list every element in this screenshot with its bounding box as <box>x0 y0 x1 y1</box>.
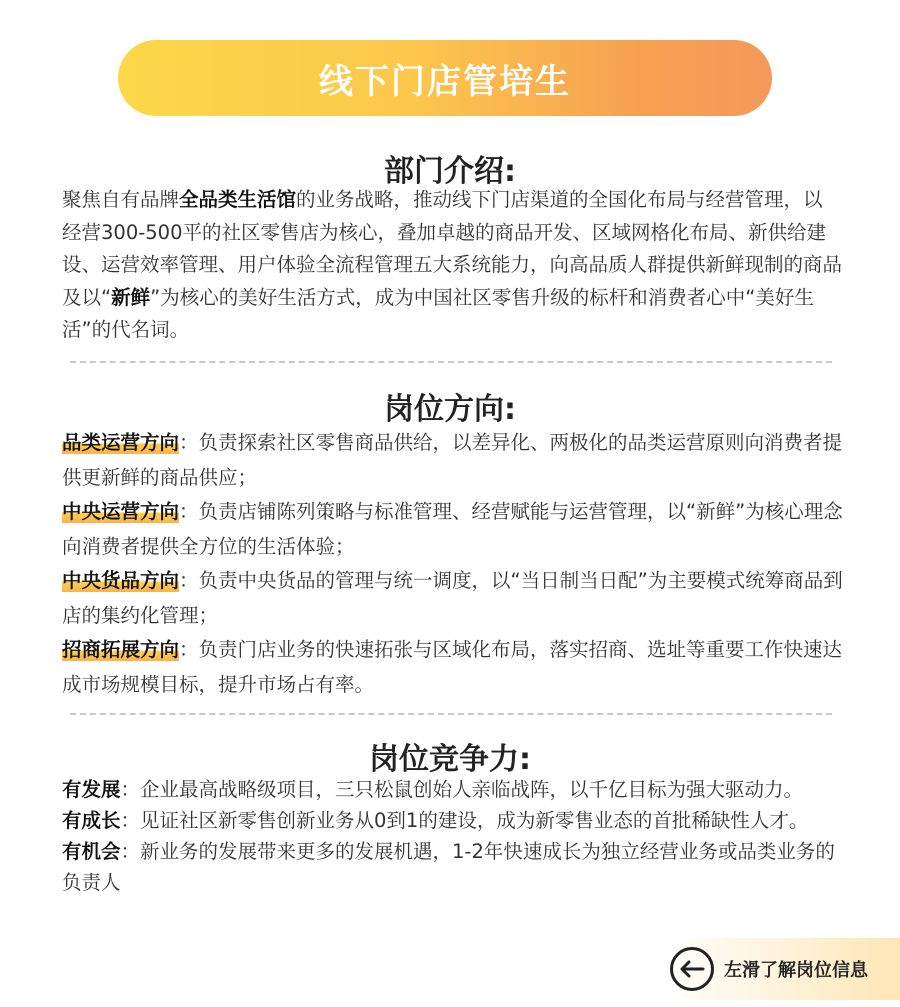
competitiveness-heading: 岗位竞争力: <box>369 742 531 777</box>
competitiveness-label: 有成长 <box>62 809 121 832</box>
direction-item: 品类运营方向：负责探索社区零售商品供给，以差异化、两极化的品类运营原则向消费者提供更新鲜的商品供应； <box>62 431 843 489</box>
department-heading: 部门介绍: <box>384 154 516 189</box>
competitiveness-label: 有发展 <box>62 778 121 801</box>
page-title: 线下门店管培生 <box>319 61 571 102</box>
divider <box>70 361 832 363</box>
direction-label: 品类运营方向 <box>62 431 180 454</box>
directions-list <box>62 426 852 702</box>
divider <box>70 713 832 715</box>
direction-item: 中央货品方向：负责中央货品的管理与统一调度，以“当日制当日配”为主要模式统筹商品到店的集约化管理； <box>62 569 843 627</box>
title-banner <box>118 40 772 116</box>
direction-item: 招商拓展方向：负责门店业务的快速拓张与区域化布局，落实招商、选址等重要工作快速达成市场规模目标，提升市场占有率。 <box>62 638 843 696</box>
direction-label: 中央货品方向 <box>62 569 180 592</box>
swipe-hint-button[interactable] <box>664 938 900 1000</box>
competitiveness-label: 有机会 <box>62 840 121 863</box>
intro-highlight-fresh: 新鲜 <box>111 285 151 309</box>
department-intro: 聚焦自有品牌全品类生活馆的业务战略，推动线下门店渠道的全国化布局与经营管理，以经营300-500平的社区零售店为核心，叠加卓越的商品开发、区域网格化布局、新供给建设、运营效率管理、用户体验全流程管理五大系统能力，向高品质人群提供新鲜现制的商品及以“新鲜”为核心的美好生活方式，成为中国社区零售升级的标杆和消费者心中“美好生活”的代名词。 <box>62 188 843 341</box>
competitiveness-item: 有发展：企业最高战略级项目，三只松鼠创始人亲临战阵，以千亿目标为强大驱动力。 <box>62 778 804 801</box>
competitiveness-item: 有机会：新业务的发展带来更多的发展机遇，1-2年快速成长为独立经营业务或品类业务的负责人 <box>62 840 835 894</box>
swipe-hint-label: 左滑了解岗位信息 <box>724 960 868 981</box>
directions-heading: 岗位方向: <box>384 392 516 427</box>
intro-highlight-category: 全品类生活馆 <box>179 188 297 211</box>
direction-label: 招商拓展方向 <box>62 638 180 661</box>
competitiveness-list <box>62 774 852 898</box>
direction-label: 中央运营方向 <box>62 500 180 523</box>
competitiveness-item: 有成长：见证社区新零售创新业务从0到1的建设，成为新零售业态的首批稀缺性人才。 <box>62 809 809 832</box>
arrow-left-icon <box>670 947 714 991</box>
direction-item: 中央运营方向：负责店铺陈列策略与标准管理、经营赋能与运营管理，以“新鲜”为核心理念向消费者提供全方位的生活体验； <box>62 500 843 558</box>
